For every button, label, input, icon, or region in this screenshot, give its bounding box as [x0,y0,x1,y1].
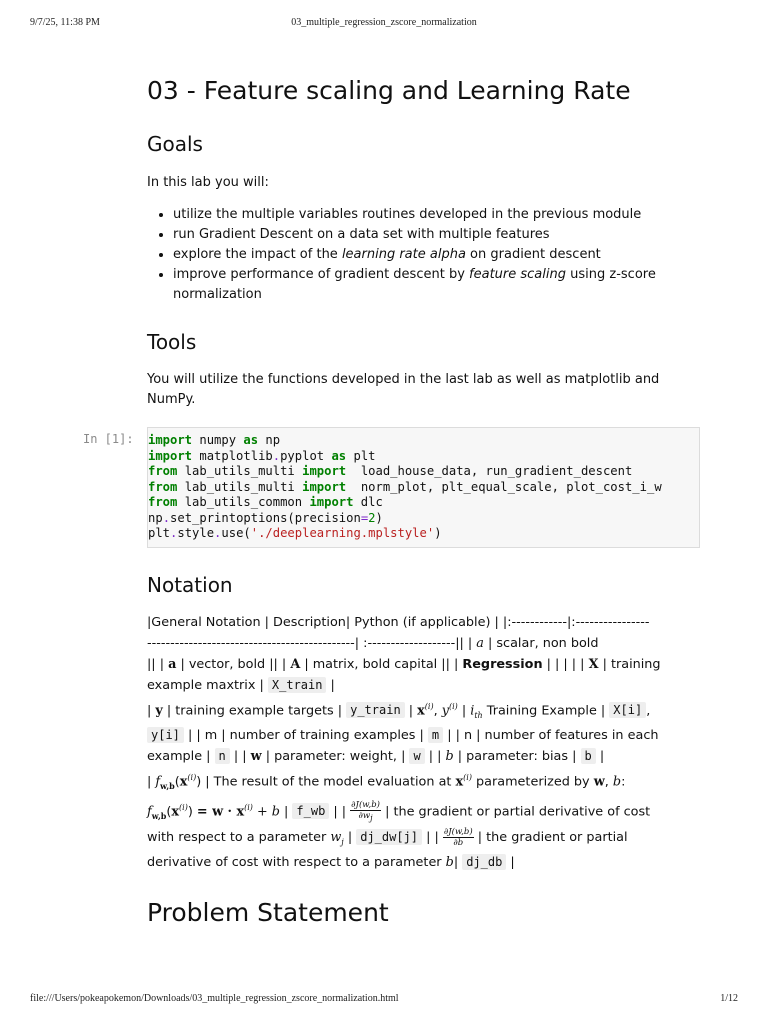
goals-item-text: utilize the multiple variables routines developed in the previous module [173,207,642,222]
notation-text: |General Notation | Description| Python (if applicable) | |:------------|:---------------- [147,614,650,630]
goals-item [173,245,700,265]
code-m: m [428,727,443,743]
symbol-i: i [470,702,475,718]
code-cell[interactable] [83,427,700,548]
notation-text: Training Example | [482,702,610,718]
notation-text: | matrix, bold capital || | [300,656,463,672]
notation-line [147,675,700,696]
notation-heading: Notation [147,572,233,597]
model-expression: = w · x [196,804,245,820]
fraction-numerator: ∂J(w,b) [351,800,381,811]
code-line: from lab_utils_common import dlc [148,495,383,509]
symbol-x: x [455,774,464,790]
notation-line: | $f_{w,b}(x^{(i)})$ | The result of the model evaluation at $x^{(i)}$ parameterized by w, b: [147,773,626,792]
code-line: import matplotlib.pyplot as plt [148,448,376,463]
notation-text: , [433,702,442,718]
notation-line [147,654,700,675]
notation-text: | training [598,656,661,672]
notation-text: || | [147,656,169,672]
code-y-train: y_train [346,702,405,718]
notation-text: | | n | number of features in each [443,728,659,744]
notation-text: | [595,749,605,765]
notation-text: : [621,774,626,790]
symbol-superscript-i: (i) [448,701,458,711]
notation-text: with respect to a parameter [147,829,331,845]
notation-text: | [326,677,335,693]
notation-text: | | [329,804,351,820]
notation-text: | | [229,749,251,765]
symbol-matrix-A: A [290,656,301,672]
goals-intro: In this lab you will: [147,175,269,190]
symbol-w: w [250,749,262,765]
notation-line [147,852,700,873]
code-line: from lab_utils_multi import load_house_data, run_gradient_descent [148,464,633,478]
notation-text: | scalar, non bold [483,635,599,651]
notation-text: | | [422,829,443,845]
notation-text: | the gradient or partial derivative of cost [381,804,651,820]
symbol-a: a [476,635,484,651]
symbol-subscript-j: j [341,837,344,847]
goals-item-text: using z-score normalization [173,267,656,302]
notation-text: | | m | number of training examples | [183,728,428,744]
symbol-b: b [612,774,622,790]
problem-statement-heading: Problem Statement [147,898,389,928]
notation-line [147,696,700,726]
print-date: 9/7/25, 11:38 PM [30,17,100,28]
code-line: plt.style.use('./deeplearning.mplstyle') [148,526,442,540]
regression-label: Regression [462,656,543,672]
fraction-denominator-w: ∂w [358,811,371,822]
symbol-superscript-i: (i) [244,803,253,813]
notation-line [147,633,700,654]
goals-item-text: run Gradient Descent on a data set with multiple features [173,227,550,242]
symbol-f: f [147,804,152,820]
notation-text: | | | | | [542,656,589,672]
notation-table-text [147,612,700,874]
partial-derivative-b [443,827,474,848]
notation-text: | training example targets | [162,702,347,718]
code-dj-db: dj_db [462,854,506,870]
notation-text: example maxtrix | [147,677,268,693]
notation-text: | [147,702,156,718]
notation-line [147,746,700,767]
goals-item [173,205,700,225]
notation-text: parameterized by [471,774,594,790]
goals-item-text: explore the impact of the [173,247,342,262]
code-dj-dw: dj_dw[j] [356,829,422,845]
symbol-y: y [155,702,163,718]
fraction-numerator: ∂J(w,b) [443,826,473,837]
code-f-wb: f_wb [292,803,329,819]
symbol-b: b [445,749,454,765]
notation-text: example | [147,749,215,765]
notation-text: | parameter: weight, | [261,749,410,765]
notation-text: ---------------------------------------------| :-------------------|| | [147,635,477,651]
notation-line [147,612,700,633]
code-w: w [409,748,424,764]
symbol-subscript-wb: w,b [160,781,175,792]
notation-text: | [343,829,357,845]
page-title: 03 - Feature scaling and Learning Rate [147,76,631,105]
code-x-train: X_train [268,677,327,693]
notation-line [147,725,700,746]
goals-item-text: improve performance of gradient descent by [173,267,470,282]
print-file-path: file:///Users/pokeapokemon/Downloads/03_multiple_regression_zscore_normalization.html [30,993,399,1004]
notation-line [147,827,700,853]
symbol-w-j: w [330,829,342,845]
code-y-i: y[i] [147,727,184,743]
notation-text: | | [424,749,446,765]
notebook-content [83,76,700,928]
print-doc-title: 03_multiple_regression_zscore_normalization [291,17,477,28]
symbol-superscript-i: (i) [187,773,197,783]
notation-text: | The result of the model evaluation at [201,774,456,790]
symbol-x: x [179,774,188,790]
fraction-denominator: ∂b [453,837,464,848]
notation-text: , [646,702,651,718]
code-n: n [215,748,230,764]
goals-item [173,225,700,245]
notation-text: | [147,774,156,790]
notation-text: | the gradient or partial [473,829,628,845]
symbol-X: X [588,656,599,672]
fraction-denominator [350,811,381,824]
notation-text: derivative of cost with respect to a parameter [147,855,446,871]
notation-text: | [506,855,515,871]
symbol-x: x [171,804,180,820]
goals-heading: Goals [147,132,203,156]
notation-text: | parameter: bias | [453,749,581,765]
goals-item-emphasis: learning rate alpha [341,247,466,262]
symbol-x: x [417,702,425,718]
code-line: import numpy as np [148,433,281,447]
symbol-superscript-i: (i) [463,773,472,783]
cell-prompt: In [1]: [83,432,134,446]
tools-heading: Tools [147,330,197,354]
code-line: np.set_printoptions(precision=2) [148,510,383,525]
notation-text: | [279,804,293,820]
goals-item [173,265,700,305]
symbol-b: b [445,855,454,871]
notation-text: | [453,855,463,871]
code-x-i: X[i] [609,702,646,718]
symbol-superscript-i: (i) [179,803,188,813]
goals-item-text: on gradient descent [465,247,601,262]
code-editor[interactable] [147,427,700,548]
notation-text: | [404,702,418,718]
symbol-subscript-wb: w,b [151,810,167,821]
model-expression-bias: + b [252,804,280,820]
notation-text: | [457,702,471,718]
notation-text: | vector, bold || | [176,656,291,672]
code-b: b [581,748,596,764]
goals-item-emphasis: feature scaling [469,267,566,282]
code-line: from lab_utils_multi import norm_plot, plt_equal_scale, plot_cost_i_w [148,479,662,494]
symbol-f: f [155,774,161,790]
tools-text: You will utilize the functions developed in the last lab as well as matplotlib and NumPy. [147,372,660,407]
goals-list [147,205,700,305]
symbol-subscript-j: j [370,813,373,823]
symbol-vector-a: a [168,656,177,672]
symbol-y-scalar: y [441,702,449,718]
symbol-superscript-i: (i) [424,701,434,711]
symbol-subscript-th: th [474,710,483,720]
notation-line: $f_{w,b}(x^{(i)}) = w \cdot x^{(i)} + b$ | f_wb | | $\frac{\partial J(w,b)}{\partial w_j}$ | the gradient or partial derivative of cost [147,800,651,823]
print-page-number: 1/12 [720,993,738,1004]
partial-derivative-w [350,800,381,824]
symbol-w: w [593,774,605,790]
